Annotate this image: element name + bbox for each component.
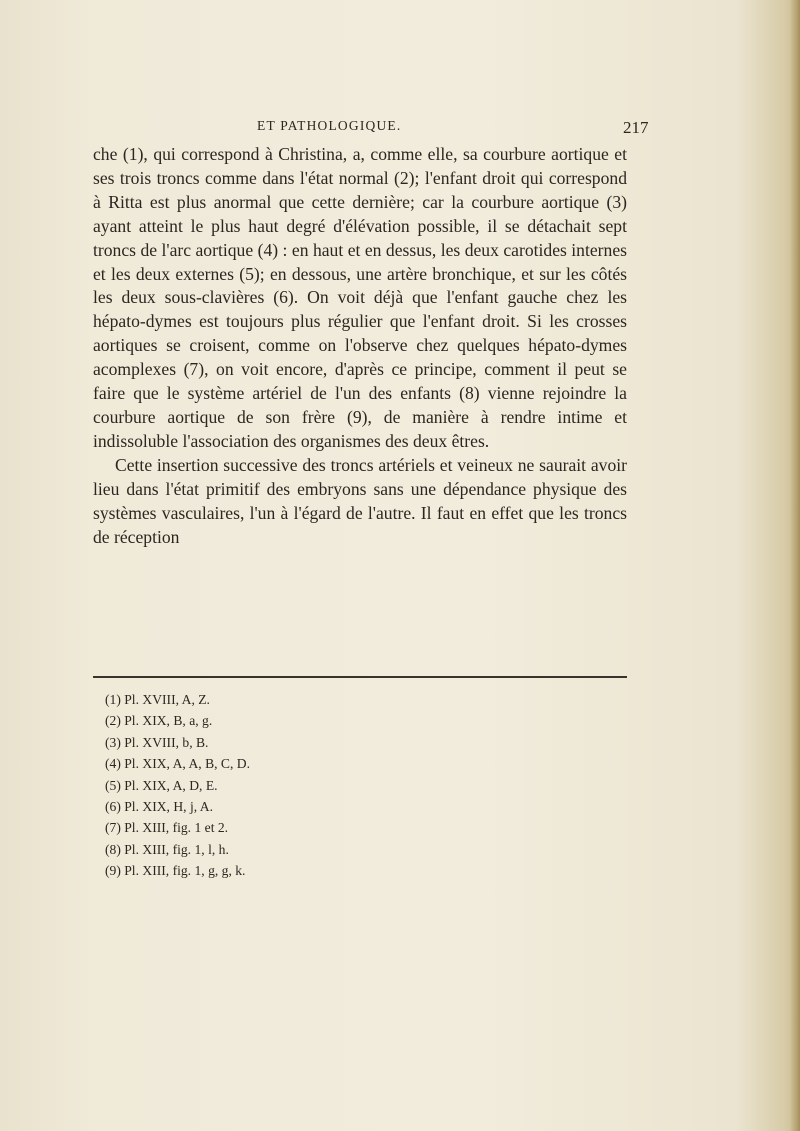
footnote-rule [93, 676, 627, 678]
page-number: 217 [623, 118, 649, 137]
footnote: (3) Pl. XVIII, b, B. [105, 734, 209, 750]
paragraph-continued: che (1), qui correspond à Christina, a, comme elle, sa courbure aortique et ses trois troncs comme dans l'état normal (2); l'enfant droit qui correspond à Ritta est plus anormal que cette dernière; car la courbure aortique (3) ayant atteint le plus haut degré d'élévation possible, il se détachait sept troncs de l'arc aortique (4) : en haut et en dessus, les deux carotides internes et les deux externes (5); en dessous, une artère bronchique, et sur les côtés les deux sous-clavières (6). On voit déjà que l'enfant gauche chez les hépato-dymes est toujours plus régulier que l'enfant droit. Si les crosses aortiques se croisent, comme on l'observe chez quelques hépato-dymes acomplexes (7), on voit encore, d'après ce principe, comment il peut se faire que le système artériel de l'un des enfants (8) vienne rejoindre la courbure aortique de son frère (9), de manière à rendre intime et indissoluble l'association des organismes des deux êtres. [93, 144, 627, 451]
footnote: (7) Pl. XIII, fig. 1 et 2. [105, 820, 229, 836]
paragraph: Cette insertion successive des troncs artériels et veineux ne saurait avoir lieu dans l'état primitif des embryons sans une dépendance physique des systèmes vasculaires, l'un à l'égard de l'autre. Il faut en effet que les troncs de réception [93, 454, 627, 547]
footnote: (2) Pl. XIX, B, a, g. [105, 713, 213, 729]
page-header [0, 118, 800, 138]
footnote: (4) Pl. XIX, A, A, B, C, D. [105, 756, 251, 772]
footnote: (5) Pl. XIX, A, D, E. [105, 777, 218, 793]
footnote: (9) Pl. XIII, fig. 1, g, g, k. [105, 863, 246, 879]
running-title: ET PATHOLOGIQUE. [257, 118, 402, 133]
footnote: (8) Pl. XIII, fig. 1, l, h. [105, 841, 229, 857]
footnotes-list [105, 689, 505, 882]
footnote: (6) Pl. XIX, H, j, A. [105, 799, 213, 815]
main-text [93, 143, 627, 549]
footnote: (1) Pl. XVIII, A, Z. [105, 692, 210, 707]
page-edge-shadow [790, 0, 800, 1131]
